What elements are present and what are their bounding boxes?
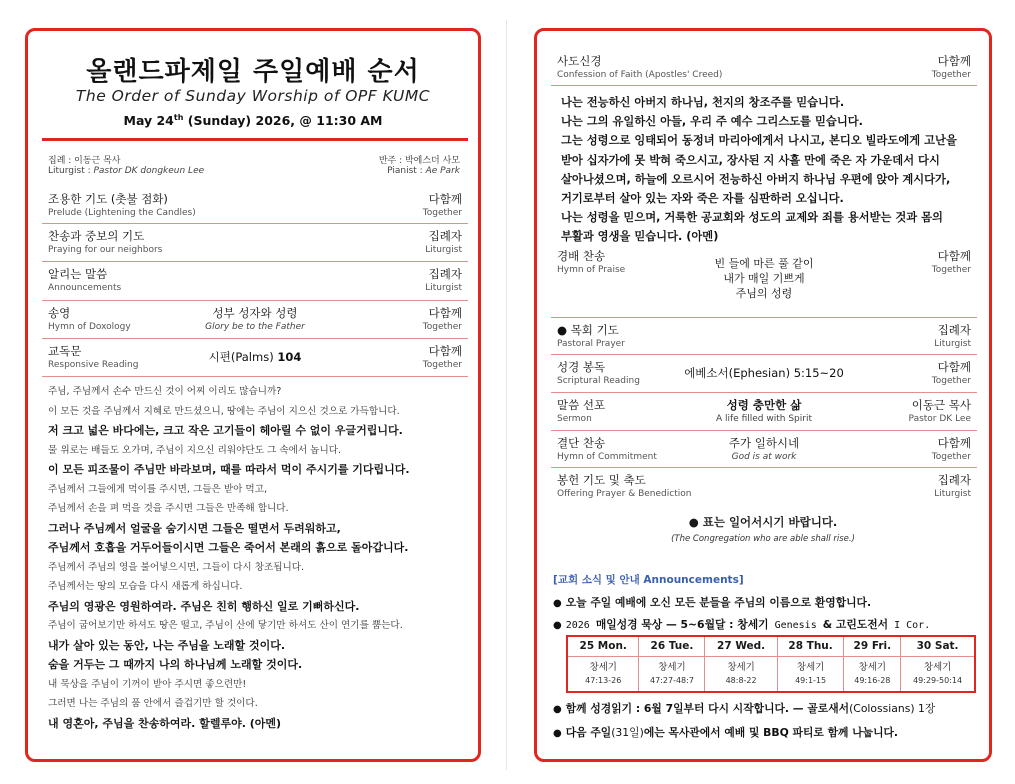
reading-line: 이 모든 것을 주님께서 지혜로 만드셨으니, 땅에는 주님이 지으신 것으로 가득합니다. (48, 405, 400, 417)
reading-line: 그러면 나는 주님의 품 안에서 즐겁기만 할 것이다. (48, 698, 258, 709)
schedule-cell (639, 656, 705, 692)
reading-line: 내가 살아 있는 동안, 나는 주님을 노래할 것이다. (48, 638, 286, 652)
creed-line: 살아나셨으며, 하늘에 오르시어 전능하신 아버지 하나님 우편에 앉아 계시다가, (561, 172, 951, 186)
announcement-bible-reading: ● 함께 성경읽기 : 6월 7일부터 다시 시작합니다. — 골로새서(Colossians) 1장 (553, 702, 936, 715)
schedule-day-header: 27 Wed. (705, 636, 777, 656)
schedule-book: 창세기 (796, 661, 825, 673)
creed-line: 나는 전능하신 아버지 하나님, 천지의 창조주를 믿습니다. (561, 96, 845, 109)
reading-line: 주님께서 그들에게 먹이를 주시면, 그들은 받아 먹고, (48, 483, 268, 495)
reading-line: 주님이 굽어보기만 하셔도 땅은 떨고, 주님이 산에 닿기만 하셔도 산이 연기를 뿜는다. (48, 620, 403, 631)
reading-line: 주님께서 호흡을 거두어들이시면 그들은 죽어서 본래의 흙으로 돌아갑니다. (48, 541, 409, 554)
schedule-cell (705, 656, 777, 692)
order-item-doxology: 송영 Hymn of Doxology 성부 성자와 성령 Glory be to the Father 다함께 Together (42, 301, 468, 339)
order-item-pastoral-prayer: ● 목회 기도 Pastoral Prayer 집례자 Liturgist (551, 318, 977, 355)
stand-note: ● 표는 일어서시기 바랍니다. (The Congregation who are able shall rise.) (671, 515, 855, 544)
announcement-welcome: ● 오늘 주일 예배에 오신 모든 분들을 주님의 이름으로 환영합니다. (553, 596, 872, 609)
right-page (534, 28, 992, 762)
schedule-day-header: 25 Mon. (567, 636, 639, 656)
left-page (25, 28, 481, 762)
schedule-verse: 49:1-15 (795, 675, 827, 685)
liturgist-en: Liturgist : Pastor DK dongkeun Lee (48, 166, 205, 176)
order-item-responsive-reading: 교독문 Responsive Reading 시편(Palms) 104 다함께 Together (42, 339, 468, 377)
creed-line: 거기로부터 살아 있는 자와 죽은 자를 심판하러 오십니다. (561, 192, 844, 206)
order-item-announcements: 알리는 말씀 Announcements 집례자 Liturgist (42, 262, 468, 301)
schedule-book: 창세기 (727, 661, 755, 673)
reading-line: 저 크고 넓은 바다에는, 크고 작은 고기들이 헤아릴 수 없이 우글거립니다. (48, 424, 403, 437)
reading-line: 그러나 주님께서 얼굴을 숨기시면 그들은 떨면서 두려워하고, (48, 521, 341, 535)
schedule-book: 창세기 (658, 661, 686, 673)
creed-line: 받아 십자가에 못 박혀 죽으시고, 장사된 지 사흘 만에 죽은 자 가운데서 다시 (561, 153, 940, 167)
hymn-titles: 빈 들에 마른 풀 같이 내가 매일 기쁘게 주님의 성령 (714, 257, 814, 300)
liturgist-ko: 집례 : 이동근 목사 (48, 156, 121, 166)
reading-line: 이 모든 피조물이 주님만 바라보며, 때를 따라서 먹이 주시기를 기다립니다. (48, 463, 410, 476)
reading-line: 주님, 주님께서 손수 만드신 것이 어찌 이리도 많습니까? (48, 386, 282, 397)
reading-schedule-table (566, 635, 976, 693)
schedule-book: 창세기 (923, 661, 952, 673)
schedule-verse: 49:29-50:14 (913, 675, 963, 685)
reading-line: 물 위로는 배들도 오가며, 주님이 지으신 리워야단도 그 속에서 놉니다. (48, 444, 342, 456)
officiant-info (48, 153, 460, 183)
title-rule (42, 138, 468, 141)
schedule-verse: 47:13-26 (585, 675, 622, 685)
creed-line: 그는 성령으로 잉태되어 동정녀 마리아에게서 나시고, 본디오 빌라도에게 고난을 (561, 134, 957, 148)
schedule-day-header: 28 Thu. (777, 636, 844, 656)
reading-line: 내 영혼아, 주님을 찬송하여라. 할렐루야. (아멘) (48, 716, 282, 730)
reading-line: 주님께서 주님의 영을 불어넣으시면, 그들이 다시 창조됩니다. (48, 561, 305, 573)
schedule-cell (567, 656, 639, 692)
schedule-verse: 48:8-22 (725, 675, 757, 685)
page-title: 올랜드파제일 주일예배 순서 (86, 57, 420, 87)
schedule-cell (901, 656, 975, 692)
responsive-reading-text (48, 382, 468, 733)
order-item-offering: 봉헌 기도 및 축도 Offering Prayer & Benediction 집례자 Liturgist (557, 473, 971, 499)
order-item-sermon: 말씀 선포 Sermon 성령 충만한 삶 A life filled with Spirit 이동근 목사 Pastor DK Lee (551, 393, 977, 431)
schedule-day-header: 29 Fri. (844, 636, 901, 656)
announcements-title: [교회 소식 및 안내 Announcements] (553, 574, 744, 586)
order-item-creed: 사도신경 Confession of Faith (Apostles' Creed) 다함께 Together (551, 49, 977, 86)
order-item-prayer: 찬송과 중보의 기도 Praying for our neighbors 집례자 Liturgist (42, 224, 468, 262)
order-item-prelude: 조용한 기도 (촛불 점화) Prelude (Lightening the Candles) 다함께 Together (42, 187, 468, 224)
pianist-ko: 반주 : 박에스더 사모 (378, 156, 460, 166)
schedule-day-header: 30 Sat. (901, 636, 975, 656)
center-fold (506, 20, 507, 770)
reading-line: 주님께서 손을 펴 먹을 것을 주시면 그들은 만족해 합니다. (48, 503, 289, 514)
order-item-scripture: 성경 봉독 Scriptural Reading 에베소서(Ephesian) 5:15~20 다함께 Together (551, 355, 977, 393)
page-subtitle: The Order of Sunday Worship of OPF KUMC (75, 87, 431, 105)
pianist-en: Pianist : Ae Park (387, 166, 460, 176)
schedule-book: 창세기 (858, 661, 887, 673)
announcement-next-sunday: ● 다음 주일(31일)에는 목사관에서 예배 및 BBQ 파티로 함께 나눕니다. (553, 726, 899, 739)
reading-line: 내 묵상을 주님이 기꺼이 받아 주시면 좋으련만! (48, 678, 247, 690)
order-item-commitment: 결단 찬송 Hymn of Commitment 주가 일하시네 God is at work 다함께 Together (551, 431, 977, 468)
schedule-cell (777, 656, 844, 692)
announcement-daily-bible: ● 2026 매일성경 묵상 — 5~6월달 : 창세기 Genesis & 고린도전서 I Cor. (553, 618, 931, 631)
reading-line: 주님의 영광은 영원하여라. 주님은 친히 행하신 일로 기뻐하신다. (48, 599, 360, 613)
creed-line: 부활과 영생을 믿습니다. (아멘) (561, 230, 719, 244)
schedule-verse: 47:27-48:7 (650, 675, 694, 685)
schedule-verse: 49:16-28 (854, 675, 891, 685)
schedule-day-header: 26 Tue. (639, 636, 705, 656)
order-item-hymn-of-praise: 경배 찬송 Hymn of Praise 빈 들에 마른 풀 같이 내가 매일 기쁘게 주님의 성령 다함께 Together (551, 244, 977, 318)
apostles-creed-text (561, 93, 971, 247)
schedule-cell (844, 656, 901, 692)
creed-line: 나는 그의 유일하신 아들, 우리 주 예수 그리스도를 믿습니다. (561, 115, 863, 129)
creed-line: 나는 성령을 믿으며, 거룩한 공교회와 성도의 교제와 죄를 용서받는 것과 몸의 (561, 211, 943, 225)
service-date: May 24th (Sunday) 2026, @ 11:30 AM (123, 113, 383, 129)
schedule-book: 창세기 (589, 661, 617, 673)
reading-line: 주님께서는 땅의 모습을 다시 새롭게 하십니다. (48, 581, 243, 592)
reading-line: 숨을 거두는 그 때까지 나의 하나님께 노래할 것이다. (48, 658, 303, 671)
